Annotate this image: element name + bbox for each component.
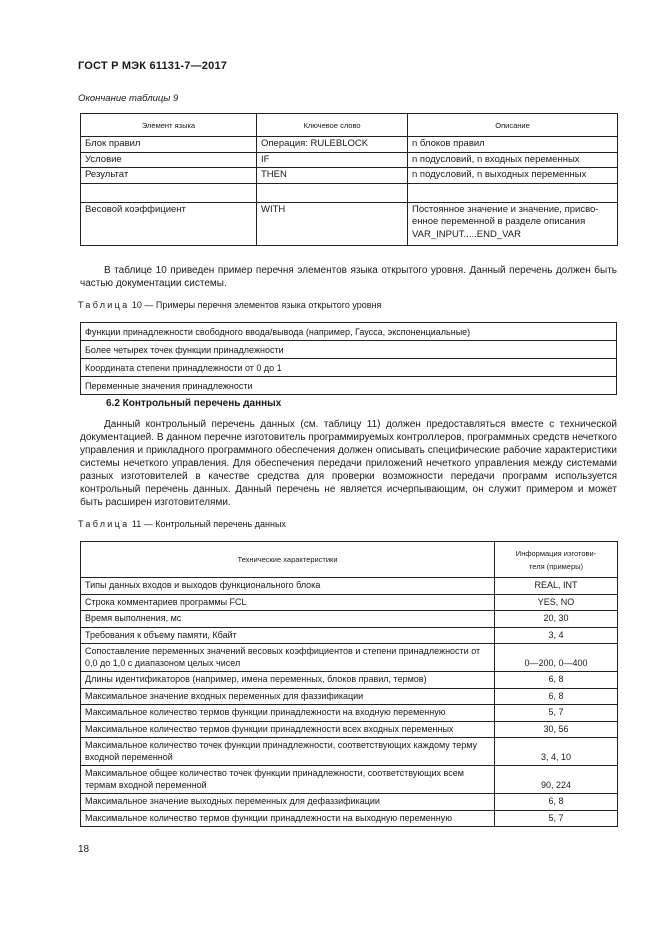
table-cell: Условие [81,152,257,168]
table-cell: Блок правил [81,137,257,153]
table10 [80,322,617,395]
table-cell: Требования к объему памяти, Кбайт [81,627,495,644]
table-cell: Более четырех точек функции принадлежности [81,341,617,359]
table-cell: 6, 8 [495,794,618,811]
table-cell: Операция: RULEBLOCK [257,137,408,153]
table-cell: Максимальное значение выходных переменных для дефаззификации [81,794,495,811]
table-cell: Длины идентификаторов (например, имена переменных, блоков правил, термов) [81,672,495,689]
table-header-row [81,542,618,578]
table-cell: Время выполнения, мс [81,611,495,628]
table-cell: 0—200, 0—400 [495,644,618,672]
table-cell: Максимальное количество термов функции принадлежности на входную переменную [81,705,495,722]
table-cell: 30, 56 [495,721,618,738]
table-row [81,627,618,644]
paragraph-table10-intro: В таблице 10 приведен пример перечня элементов языка открытого уровня. Данный перечень должен быть частью документации системы. [80,265,617,289]
table-row-empty [81,183,618,202]
table-cell: 6, 8 [495,688,618,705]
table-row [81,738,618,766]
table-cell: Строка комментариев программы FCL [81,594,495,611]
table-cell: Максимальное значение входных переменных для фаззификации [81,688,495,705]
table-cell: REAL, INT [495,578,618,595]
table-cell: n подусловий, n выходных переменных [408,168,618,184]
table-cell [81,183,257,202]
table-row [81,202,618,246]
table-cell: WITH [257,202,408,246]
standard-header: ГОСТ Р МЭК 61131-7—2017 [78,60,228,72]
table-cell: 90, 224 [495,766,618,794]
table-row [81,168,618,184]
section-heading: 6.2 Контрольный перечень данных [106,398,282,409]
paragraph-checklist: Данный контрольный перечень данных (см. таблицу 11) должен предоставляться вместе с технической документацией. В данном перечне изготовитель программируемых контроллеров, программных средств нечеткого управления и прикладного программного обеспечения должен описывать специфические рабочие характеристики системы нечеткого управления. Для обеспечения передачи приложений нечеткого управления между системами разных изготовителей в качестве средства для проверки возможности передачи программ используется контрольный перечень данных. Данный перечень не является исчерпывающим, он служит примером и может быть расширен изготовителями. [80,419,617,508]
table-row [81,323,617,341]
table-header-row [81,114,618,137]
table-cell: Переменные значения принадлежности [81,377,617,395]
table-cell [257,183,408,202]
table-row [81,578,618,595]
table-cell: THEN [257,168,408,184]
table-cell: IF [257,152,408,168]
column-header: Элемент языка [81,114,257,137]
table9-end [80,113,618,246]
table-cell: Постоянное значение и значение, присво- енное переменной в разделе описания VAR_INPUT.....END_VAR [408,202,618,246]
table-row [81,672,618,689]
column-header: Информация изготови- теля (примеры) [495,542,618,578]
table-row [81,611,618,628]
page-number: 18 [78,844,90,855]
table-cell: Функции принадлежности свободного ввода/вывода (например, Гаусса, экспоненциальные) [81,323,617,341]
table9-continuation-caption: Окончание таблицы 9 [78,93,179,104]
table-row [81,152,618,168]
table-row [81,688,618,705]
table-cell: Максимальное общее количество точек функции принадлежности, соответствующих всем термам входной переменной [81,766,495,794]
table-cell: YES, NO [495,594,618,611]
table-row [81,359,617,377]
table-cell: Максимальное количество термов функции принадлежности на выходную переменную [81,810,495,827]
table-row [81,594,618,611]
table-cell: Координата степени принадлежности от 0 до 1 [81,359,617,377]
table-cell: 5, 7 [495,810,618,827]
table-cell: n подусловий, n входных переменных [408,152,618,168]
table-cell: 3, 4 [495,627,618,644]
column-header: Описание [408,114,618,137]
column-header: Технические характеристики [81,542,495,578]
table-cell: 6, 8 [495,672,618,689]
table-cell: Максимальное количество термов функции принадлежности всех входных переменных [81,721,495,738]
table-row [81,705,618,722]
table-row [81,377,617,395]
table-cell: Весовой коэффициент [81,202,257,246]
table11 [80,541,618,827]
table-row [81,341,617,359]
table-cell: 20, 30 [495,611,618,628]
table-cell: Результат [81,168,257,184]
table-cell: 5, 7 [495,705,618,722]
table-row [81,137,618,153]
table11-caption: Таблица 11 — Контрольный перечень данных [78,519,286,529]
table-cell: Максимальное количество точек функции принадлежности, соответствующих каждому терму входной переменной [81,738,495,766]
table10-caption: Таблица 10 — Примеры перечня элементов языка открытого уровня [78,300,382,310]
table-cell: Типы данных входов и выходов функционального блока [81,578,495,595]
table-row [81,721,618,738]
table-row [81,810,618,827]
column-header: Ключевое слово [257,114,408,137]
table-row [81,644,618,672]
table-cell: Сопоставление переменных значений весовых коэффициентов и степени принадлежности от 0,0 до 1,0 с диапазоном целых чисел [81,644,495,672]
table-cell [408,183,618,202]
table-cell: 3, 4, 10 [495,738,618,766]
table-cell: n блоков правил [408,137,618,153]
table-row [81,794,618,811]
table-row [81,766,618,794]
